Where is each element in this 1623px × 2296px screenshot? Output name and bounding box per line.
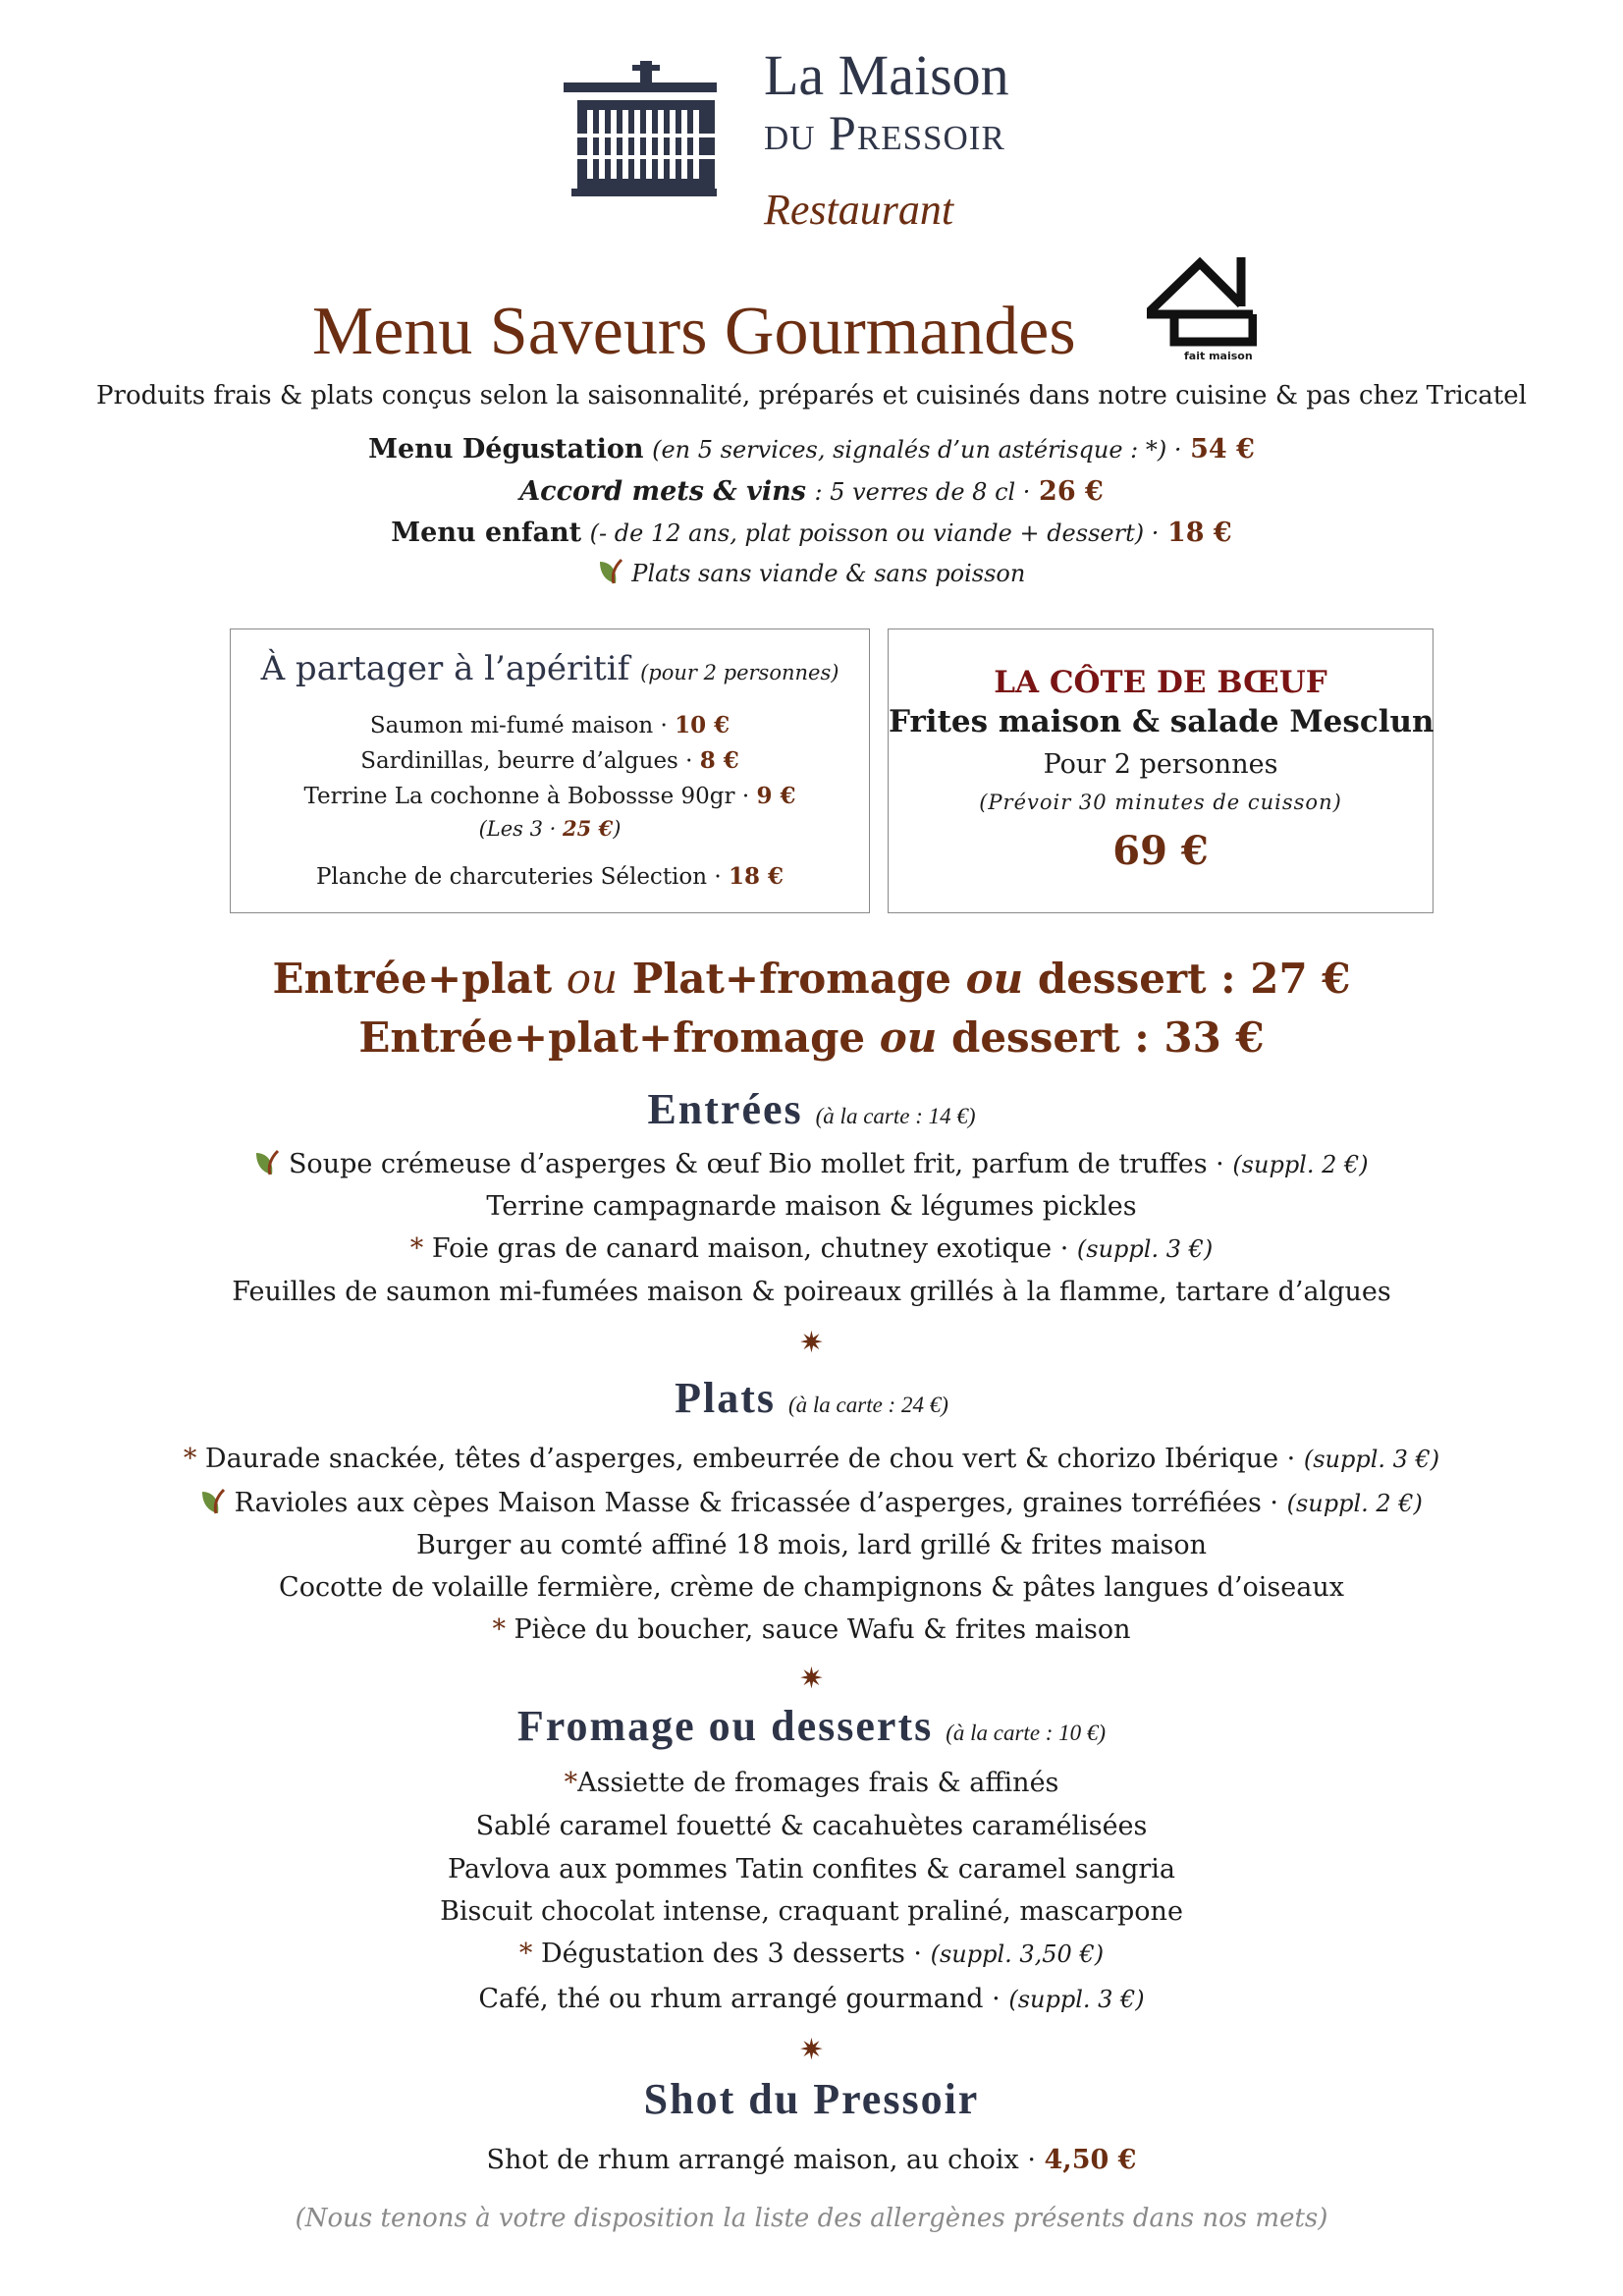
star-marker: * [409,1233,424,1264]
cote-people: Pour 2 personnes [1043,749,1278,780]
list-item [231,783,869,811]
separator: ✷ [798,1326,825,1360]
section-note: (à la carte : 10 €) [946,1721,1107,1745]
deal-or: ou [566,955,619,1003]
item-name: Assiette de fromages frais & affinés [577,1768,1059,1798]
star-marker: * [492,1614,506,1645]
leaf-icon [598,558,623,585]
combo-suffix: ) [613,817,622,841]
section-title-shot: Shot du Pressoir [643,2075,980,2123]
house-icon [1147,257,1257,359]
deal-part: dessert : 33 € [950,1013,1265,1062]
formula-name: Menu enfant [391,518,582,548]
list-item [0,1233,1623,1265]
item-name: Daurade snackée, têtes d’asperges, embeurrée de chou vert & chorizo Ibérique · [204,1444,1296,1474]
item-suppl: (suppl. 3,50 €) [930,1941,1105,1968]
cote-price: 69 € [1112,828,1209,874]
section-note: (à la carte : 24 €) [788,1393,948,1417]
formula-accord [0,476,1623,508]
page-title: Menu Saveurs Gourmandes [312,294,1076,369]
section-note: (à la carte : 14 €) [815,1104,976,1128]
item-price: 18 € [729,863,784,890]
list-item [0,1530,1623,1561]
item-name: Cocotte de volaille fermière, crème de champignons & pâtes langues d’oiseaux [279,1572,1344,1603]
star-marker: * [518,1939,533,1969]
item-suppl: (suppl. 2 €) [1286,1490,1423,1517]
item-suppl: (suppl. 2 €) [1232,1151,1369,1178]
leaf-icon [200,1488,226,1515]
brand-line-2: du Pressoir [764,105,1005,160]
list-item [0,1572,1623,1604]
aperitif-title-text: À partager à l’apéritif [260,649,630,688]
list-item [0,1277,1623,1308]
cote-subtitle: Frites maison & salade Mesclun [889,704,1434,739]
item-name: Terrine campagnarde maison & légumes pickles [486,1191,1137,1222]
separator: ✷ [798,2033,825,2067]
list-item [0,1488,1623,1519]
item-name: Planche de charcuteries Sélection · [315,864,722,890]
section-title-plats [0,1373,1623,1423]
item-name: Foie gras de canard maison, chutney exotique · [431,1233,1069,1264]
star-marker: * [183,1444,197,1474]
deal-part: Plat+fromage [631,955,952,1003]
list-item [0,1768,1623,1799]
item-price: 10 € [675,712,730,738]
item-name: Café, thé ou rhum arrangé gourmand · [478,1984,1001,2014]
list-item [0,1444,1623,1475]
item-price: 8 € [699,747,739,774]
aperitif-title [231,649,869,688]
list-item [0,1896,1623,1928]
item-name: Biscuit chocolat intense, craquant praliné, mascarpone [440,1896,1183,1927]
brand-restaurant: Restaurant [764,186,954,234]
item-name: Dégustation des 3 desserts · [540,1939,922,1969]
item-name: Pièce du boucher, sauce Wafu & frites maison [514,1614,1131,1645]
brand-line-1: La Maison [764,43,1009,107]
item-name: Terrine La cochonne à Bobossse 90gr · [303,784,750,809]
wine-press-icon [564,61,717,198]
combo-price: 25 € [563,816,614,841]
formula-detail: (- de 12 ans, plat poisson ou viande + dessert) · [589,519,1160,547]
aperitif-box [230,629,870,913]
formula-price: 18 € [1166,518,1232,548]
fait-maison-label: fait maison [1184,350,1253,362]
star-marker: * [564,1768,578,1798]
formula-name: Accord mets & vins [519,476,806,507]
section-title-text: Plats [675,1374,776,1422]
list-item [231,747,869,776]
deal-or: ou [879,1013,938,1062]
formula-enfant [0,518,1623,549]
item-suppl: (suppl. 3 €) [1076,1235,1214,1263]
item-name: Feuilles de saumon mi-fumées maison & poireaux grillés à la flamme, tartare d’algues [232,1277,1391,1307]
deal-part: dessert : 27 € [1037,955,1351,1003]
deal-part: Entrée+plat+fromage [358,1013,866,1062]
item-suppl: (suppl. 3 €) [1303,1446,1440,1473]
deal-or: ou [965,955,1024,1003]
combo-prefix: (Les 3 · [478,817,557,841]
deal-line-1 [0,955,1623,1003]
subtitle: Produits frais & plats conçus selon la saisonnalité, préparés et cuisinés dans notre cuisine & pas chez Tricatel [96,381,1527,410]
list-item [0,1984,1623,2015]
list-item [0,1854,1623,1886]
item-name: Saumon mi-fumé maison · [369,713,668,738]
veggie-legend-text: Plats sans viande & sans poisson [631,560,1026,587]
section-title-desserts [0,1701,1623,1751]
item-suppl: (suppl. 3 €) [1008,1986,1145,2013]
cote-title: LA CÔTE DE BŒUF [994,665,1327,700]
formula-price: 54 € [1190,434,1255,465]
aperitif-note: (pour 2 personnes) [640,661,839,684]
list-item [0,1614,1623,1646]
list-item [0,1811,1623,1842]
separator: ✷ [798,1662,825,1696]
item-name: Ravioles aux cèpes Maison Masse & fricassée d’asperges, graines torréfiées · [234,1488,1278,1518]
list-item [0,1191,1623,1223]
item-name: Shot de rhum arrangé maison, au choix · [486,2145,1036,2175]
section-title-text: Fromage ou desserts [516,1702,934,1750]
allergen-footer: (Nous tenons à votre disposition la liste des allergènes présents dans nos mets) [295,2204,1328,2233]
item-name: Sardinillas, beurre d’algues · [360,748,693,774]
formula-detail: (en 5 services, signalés d’un astérisque : *) · [652,436,1182,464]
list-item [231,863,869,892]
formula-detail: : 5 verres de 8 cl · [814,478,1031,506]
item-name: Pavlova aux pommes Tatin confites & caramel sangria [448,1854,1175,1885]
deal-line-2 [0,1013,1623,1062]
cote-note: (Prévoir 30 minutes de cuisson) [979,791,1342,814]
formula-degustation [0,434,1623,465]
item-name: Sablé caramel fouetté & cacahuètes caramélisées [475,1811,1148,1841]
list-item [231,712,869,740]
section-title-text: Entrées [647,1085,803,1133]
veggie-legend [0,558,1623,589]
leaf-icon [254,1149,280,1176]
list-item [0,1939,1623,1970]
deal-part: Entrée+plat [272,955,553,1003]
item-name: Burger au comté affiné 18 mois, lard grillé & frites maison [415,1530,1208,1560]
item-price: 4,50 € [1044,2145,1137,2175]
aperitif-combo [231,816,869,842]
brand-name [764,43,1009,160]
item-name: Soupe crémeuse d’asperges & œuf Bio mollet frit, parfum de truffes · [288,1149,1224,1179]
cote-box [888,629,1434,913]
list-item [0,2145,1623,2176]
section-title-entrees [0,1084,1623,1134]
formula-price: 26 € [1039,476,1104,507]
list-item [0,1149,1623,1180]
formula-name: Menu Dégustation [368,434,644,465]
item-price: 9 € [756,783,796,809]
